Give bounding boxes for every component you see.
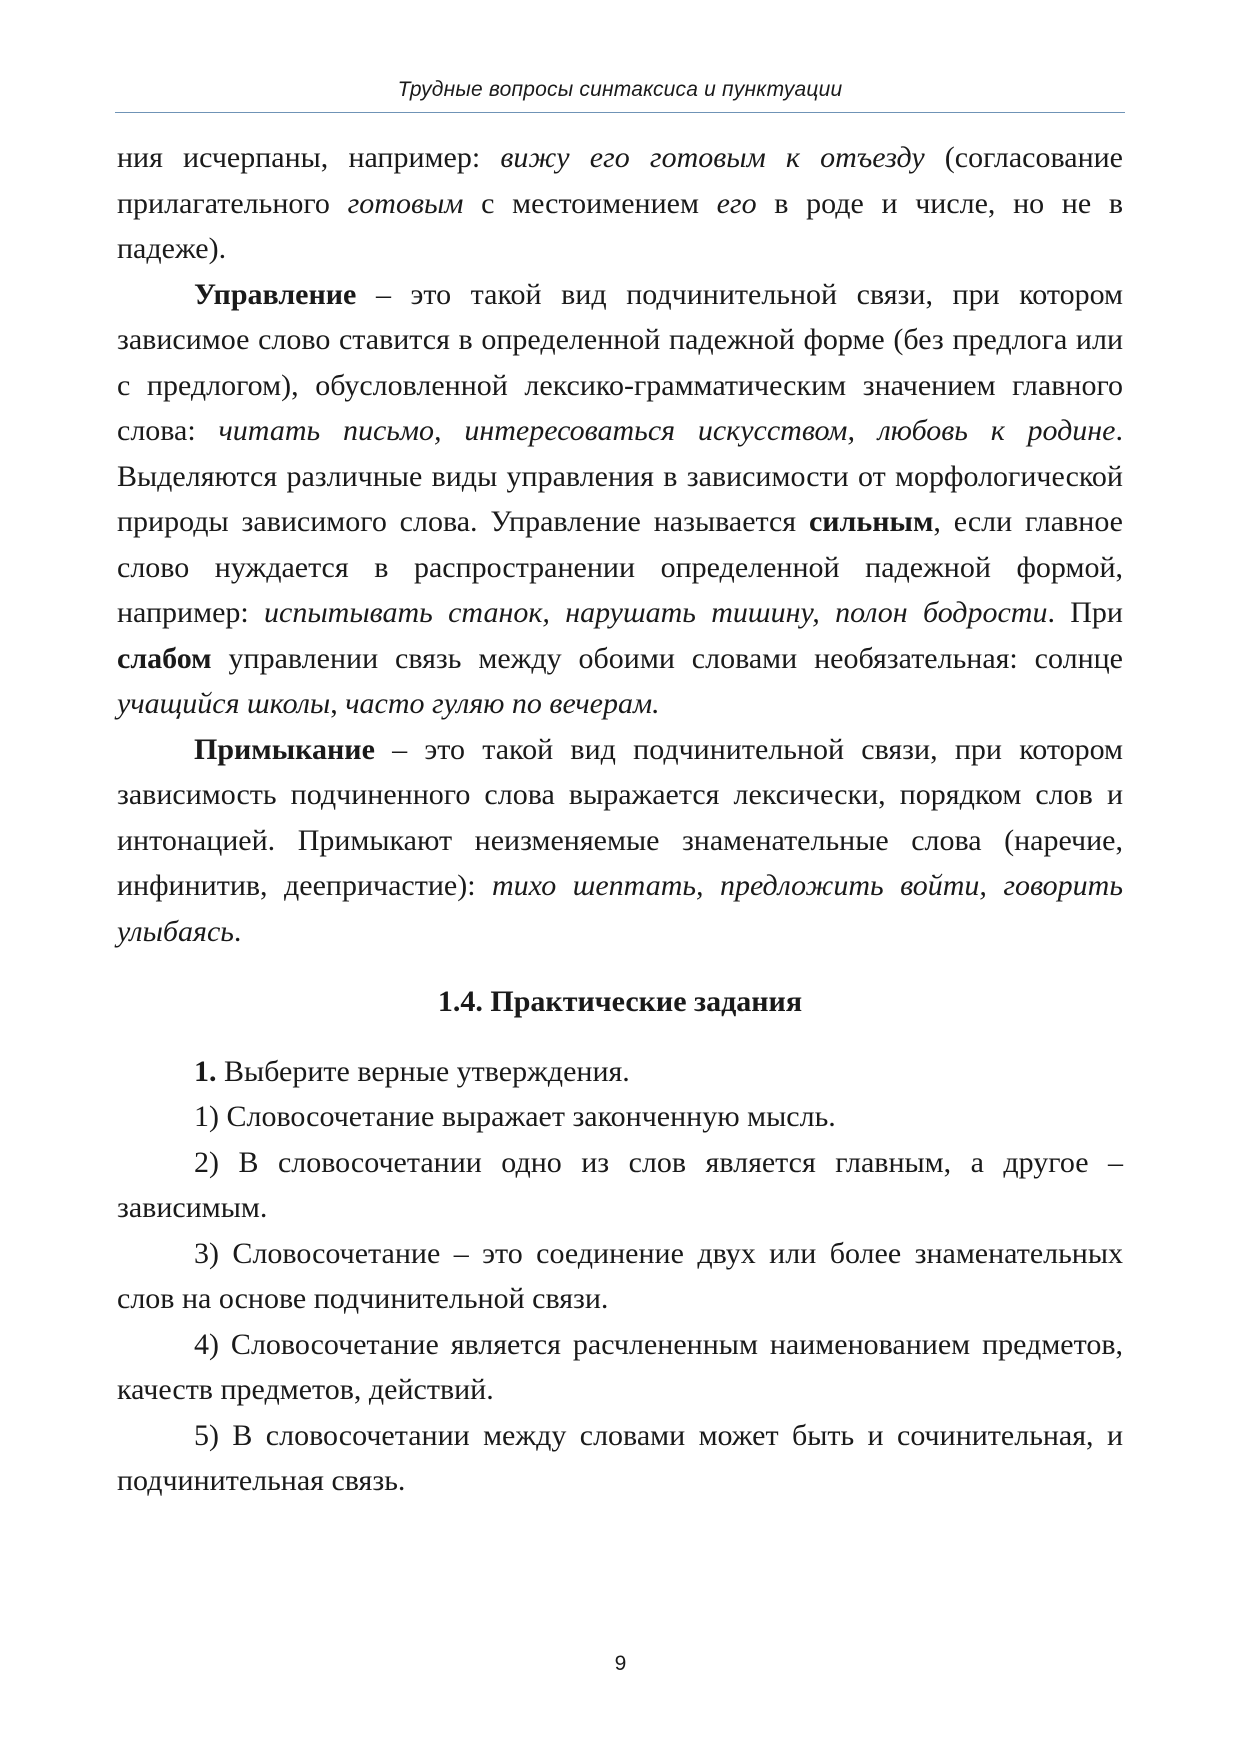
paragraph-government	[117, 272, 1123, 727]
page-number: 9	[614, 1652, 627, 1675]
paragraph-adjunction	[117, 727, 1123, 955]
term-government: Управление	[194, 277, 357, 311]
example-text: учащийся школы	[117, 687, 331, 720]
example-text: часто гуляю по вечерам.	[345, 687, 660, 720]
list-item: 5) В словосочетании между словами может быть и сочинительная, и подчинительная связь.	[117, 1418, 1123, 1497]
text-span: с местоимением	[463, 186, 717, 220]
running-header: Трудные вопросы синтаксиса и пунктуации	[397, 78, 843, 101]
text-span: (согласование прилагательного	[117, 141, 1123, 220]
text-span: . Выделяются различные виды управления в зависимости от морфологической природы зависимого слова. Управление называется	[117, 414, 1124, 538]
section-title: 1.4. Практические задания	[437, 985, 803, 1018]
example-text: его	[716, 186, 757, 220]
example-text: вижу его готовым к отъезду	[500, 141, 925, 174]
text-span: ния исчерпаны, например:	[117, 141, 501, 174]
list-item: 3) Словосочетание – это соединение двух или более знаменательных слов на основе подчинительной связи.	[117, 1236, 1123, 1315]
text-span: в роде и числе, но не в падеже).	[117, 186, 1123, 265]
text-span: – это такой вид подчинительной связи, при котором зависимость подчиненного слова выражается лексически, порядком слов и интонацией. Примыкают неизменяемые знаменательные слова (наречие, инфинитив, деепричастие):	[117, 732, 1123, 902]
text-span: ,	[330, 687, 346, 720]
term-weak: слабом	[117, 641, 212, 675]
text-span: , если главное слово нуждается в распространении определенной падежной формой, например:	[117, 505, 1123, 629]
list-item: 1) Словосочетание выражает законченную мысль.	[194, 1100, 836, 1133]
paragraph-agreement-end	[117, 135, 1123, 272]
page-body	[117, 135, 1123, 1504]
example-text: читать письмо, интересоваться искусством, любовь к родине	[218, 414, 1116, 447]
list-item: 4) Словосочетание является расчлененным наименованием предметов, качеств предметов, действий.	[117, 1327, 1123, 1406]
example-text: испытывать станок, нарушать тишину, полон бодрости	[264, 596, 1048, 629]
header-divider	[115, 112, 1125, 113]
term-adjunction: Примыкание	[194, 732, 375, 766]
text-span: управлении связь между обоими словами необязательная: солнце	[211, 641, 1123, 675]
text-span: . При	[1047, 596, 1123, 629]
task-prompt	[117, 1049, 1123, 1095]
task-number: 1.	[194, 1054, 217, 1088]
list-item: 2) В словосочетании одно из слов является главным, а другое – зависимым.	[117, 1145, 1123, 1224]
text-span: – это такой вид подчинительной связи, при котором зависимое слово ставится в определенной падежной форме (без предлога или с предлогом), обусловленной лексико-грамматическим значением главного слова:	[117, 277, 1123, 447]
task-prompt-text: Выберите верные утверждения.	[216, 1054, 630, 1088]
example-text: тихо шептать, предложить войти, говорить улыбаясь	[117, 869, 1123, 948]
example-text: готовым	[347, 186, 464, 220]
term-strong: сильным	[808, 505, 934, 538]
text-span: .	[233, 914, 242, 948]
